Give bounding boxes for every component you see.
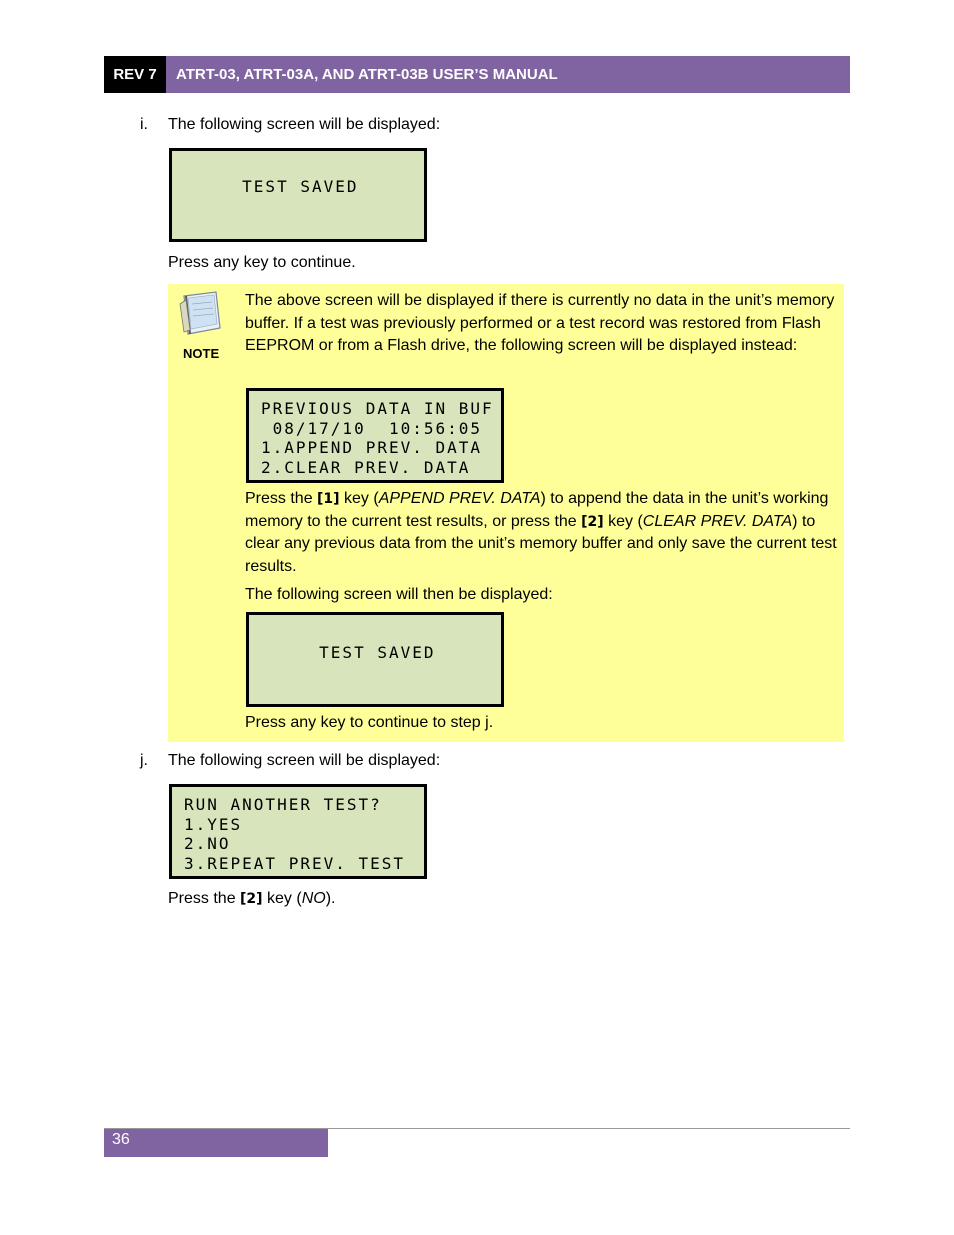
step-i-after: Press any key to continue. xyxy=(168,254,356,271)
note-paragraph-3: The following screen will then be displayed: xyxy=(245,586,553,603)
step-i-intro: The following screen will be displayed: xyxy=(168,116,441,133)
lcd-test-saved-2: TEST SAVED xyxy=(246,612,504,707)
key-2: [2] xyxy=(581,513,604,530)
page-header xyxy=(104,56,850,93)
step-j-marker: j. xyxy=(140,752,148,769)
step-j-after: Press the [2] key (NO). xyxy=(168,890,336,907)
note-label: NOTE xyxy=(183,346,220,361)
key-2-no: [2] xyxy=(240,891,263,907)
step-i-marker: i. xyxy=(140,116,148,133)
note-paragraph-4: Press any key to continue to step j. xyxy=(245,714,494,731)
note-paragraph-1: The above screen will be displayed if there is currently no data in the unit’s memory buffer. If a test was previously performed or a test record was restored from Flash EEPROM or from a Flash drive, the following screen will be displayed instead: xyxy=(245,292,835,354)
step-j-intro: The following screen will be displayed: xyxy=(168,752,441,769)
lcd-previous-data: PREVIOUS DATA IN BUF 08/17/10 10:56:05 1.APPEND PREV. DATA 2.CLEAR PREV. DATA xyxy=(246,388,504,483)
revision-label: REV 7 xyxy=(104,56,166,93)
notepad-icon xyxy=(176,290,226,336)
lcd-run-another-test: RUN ANOTHER TEST? 1.YES 2.NO 3.REPEAT PREV. TEST xyxy=(169,784,427,879)
lcd-test-saved: TEST SAVED xyxy=(169,148,427,242)
page-number: 36 xyxy=(104,1129,328,1157)
key-1: [1] xyxy=(317,491,340,507)
manual-title: ATRT-03, ATRT-03A, AND ATRT-03B USER’S MANUAL xyxy=(166,56,850,93)
note-paragraph-2: Press the [1] key (APPEND PREV. DATA) to append the data in the unit’s working memory to the current test results, or press the [2] key (CLEAR PREV. DATA) to clear any previous data from the unit’s memory buffer and only save the current test results. xyxy=(245,490,837,575)
